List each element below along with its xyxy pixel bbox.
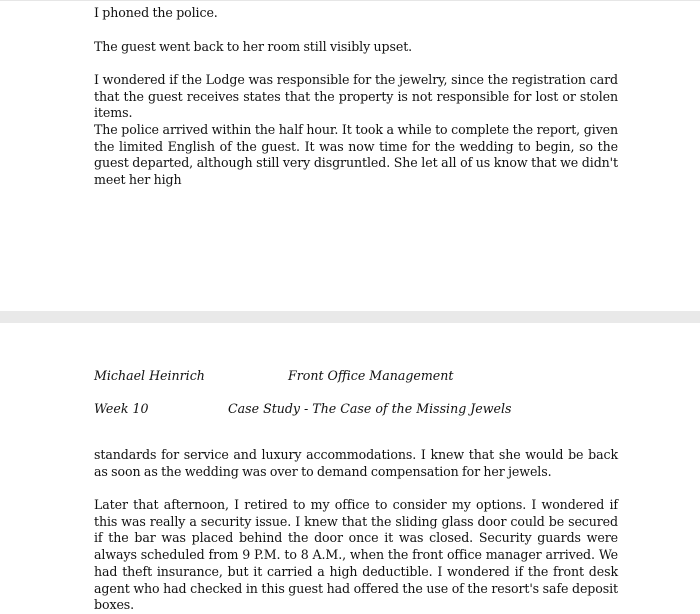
paragraph-police-arrived: The police arrived within the half hour. It took a while to complete the report, given the limited English of the guest. It was now time for the wedding to begin, so the guest departed, although still very disgruntled. She let all of us know that we didn't meet her high — [94, 122, 618, 188]
paragraph-options: Later that afternoon, I retired to my office to consider my options. I wondered if this was really a security issue. I knew that the sliding glass door could be secured if the bar was placed behind the door once it was closed. Security guards were always scheduled from 9 P.M. to 8 A.M., when the front office manager arrived. We had theft insurance, but it carried a high deductible. I wondered if the front desk agent who had checked in this guest had offered the use of the resort's safe deposit boxes. — [94, 497, 618, 613]
header-course: Front Office Management — [288, 368, 454, 383]
paragraph-guest-upset: The guest went back to her room still visibly upset. — [94, 39, 413, 54]
paragraph-police-phoned: I phoned the police. — [94, 5, 218, 20]
paragraph-standards: standards for service and luxury accommodations. I knew that she would be back as soon as the wedding was over to demand compensation for her jewels. — [94, 447, 618, 479]
header-assignment: Case Study - The Case of the Missing Jewels — [228, 401, 512, 416]
paragraph-lodge-responsibility: I wondered if the Lodge was responsible for the jewelry, since the registration card that the guest receives states that the property is not responsible for lost or stolen items. — [94, 72, 618, 121]
header-week: Week 10 — [94, 401, 149, 416]
document-page-bottom — [0, 323, 700, 613]
header-author: Michael Heinrich — [94, 368, 205, 383]
page-separator — [0, 311, 700, 323]
